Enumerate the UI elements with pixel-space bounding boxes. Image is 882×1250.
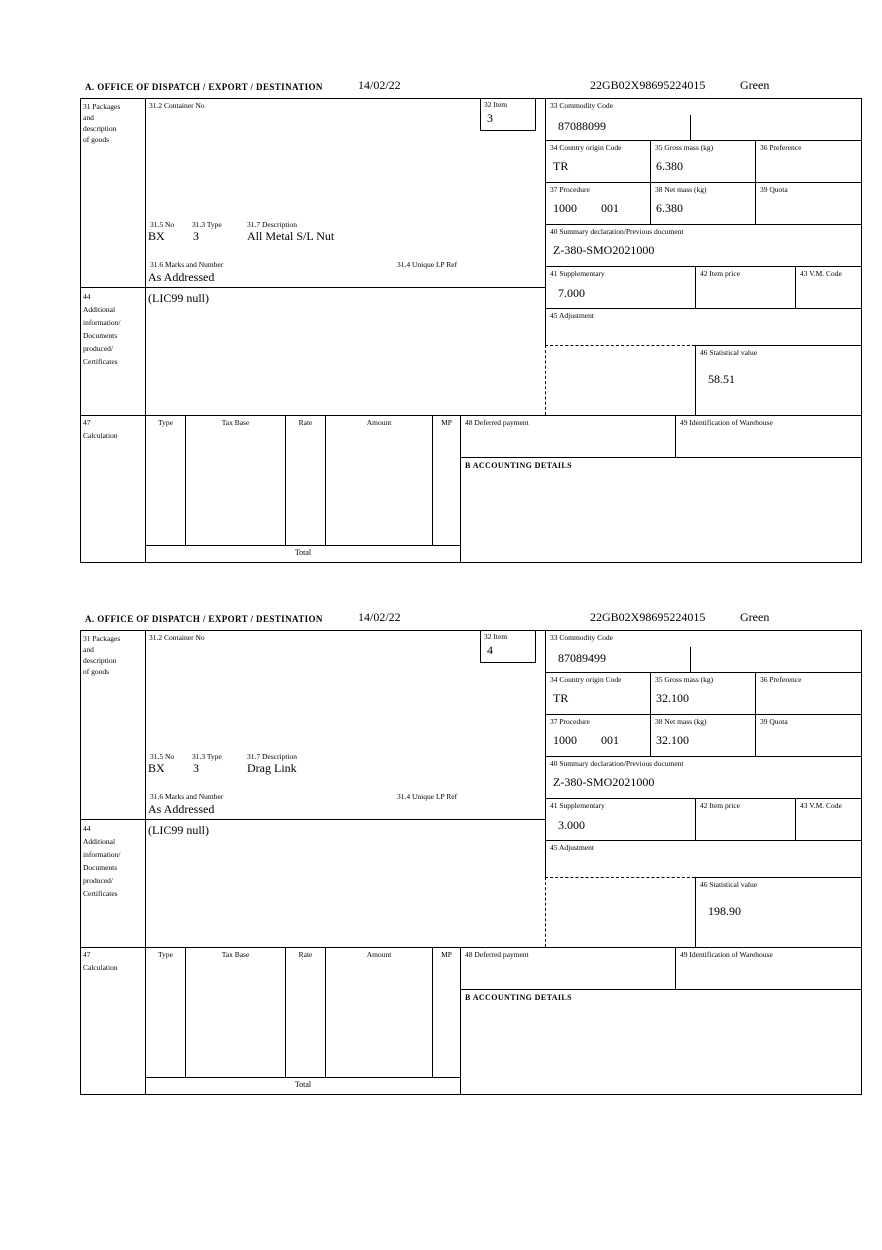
country-origin-value: TR <box>553 691 569 705</box>
supplementary-units-value: 3.000 <box>558 818 585 832</box>
country-origin-value: TR <box>553 159 569 173</box>
calc-total-label: Total <box>294 548 312 557</box>
divider-line <box>285 947 286 1077</box>
office-of-dispatch-heading: A. OFFICE OF DISPATCH / EXPORT / DESTINATION <box>85 614 323 624</box>
dashed-divider-line <box>545 345 695 346</box>
declaration-reference-value: 22GB02X98695224015 <box>590 610 706 624</box>
box46-label: 46 Statistical value <box>700 348 758 357</box>
divider-line <box>795 266 796 308</box>
packages-no-value: BX <box>148 761 165 775</box>
divider-line <box>795 798 796 840</box>
box46-label: 46 Statistical value <box>700 880 758 889</box>
box44-label: 44 <box>83 824 91 833</box>
calc-col-tax-base-header: Tax Base <box>221 950 250 959</box>
box45-label: 45 Adjustment <box>550 311 594 320</box>
box41-label: 41 Supplementary <box>550 269 605 278</box>
box31-3-label: 31.3 Type <box>192 752 222 761</box>
divider-line <box>460 457 862 458</box>
additional-information-value: (LIC99 null) <box>148 291 209 305</box>
box32-label: 32 Item <box>484 100 508 109</box>
routing-value: Green <box>740 78 770 92</box>
form-outline <box>80 98 862 563</box>
calc-col-rate-header: Rate <box>298 418 313 427</box>
divider-line <box>695 345 696 415</box>
item-number-value: 4 <box>487 643 493 657</box>
calc-col-rate-header: Rate <box>298 950 313 959</box>
calc-total-label: Total <box>294 1080 312 1089</box>
box33-label: 33 Commodity Code <box>550 633 613 642</box>
box31-3-label: 31.3 Type <box>192 220 222 229</box>
divider-line <box>695 345 862 346</box>
divider-line <box>432 415 433 545</box>
packages-no-value: BX <box>148 229 165 243</box>
commodity-code-subdivision-tick <box>690 647 691 672</box>
box44-label: 44 <box>83 292 91 301</box>
box31-6-label: 31.6 Marks and Number <box>150 260 224 269</box>
gross-mass-value: 32.100 <box>656 691 689 705</box>
box38-label: 38 Net mass (kg) <box>655 717 707 726</box>
routing-value: Green <box>740 610 770 624</box>
divider-line <box>145 1077 460 1078</box>
procedure-value: 1000 <box>553 201 577 215</box>
divider-line <box>675 415 676 457</box>
statistical-value: 198.90 <box>708 904 741 918</box>
box36-label: 36 Preference <box>760 675 802 684</box>
declaration-item-block <box>80 607 862 1095</box>
goods-description-value: All Metal S/L Nut <box>247 229 335 243</box>
divider-line <box>185 415 186 545</box>
divider-line <box>145 545 460 546</box>
calc-col-type-header: Type <box>158 418 173 427</box>
box44-label: information/ <box>83 850 121 859</box>
calc-col-amount-header: Amount <box>366 950 392 959</box>
box40-label: 40 Summary declaration/Previous document <box>550 227 684 236</box>
box44-label: Certificates <box>83 889 118 898</box>
box31-2-label: 31.2 Container No <box>149 101 205 110</box>
box44-label: information/ <box>83 318 121 327</box>
box37-label: 37 Procedure <box>550 717 590 726</box>
additional-information-value: (LIC99 null) <box>148 823 209 837</box>
box39-label: 39 Quota <box>760 717 788 726</box>
box47-label: Calculation <box>83 431 118 440</box>
net-mass-value: 6.380 <box>656 201 683 215</box>
divider-line <box>80 287 545 288</box>
divider-line <box>460 989 862 990</box>
date-value: 14/02/22 <box>358 78 401 92</box>
divider-line <box>185 947 186 1077</box>
box44-label: Additional <box>83 837 116 846</box>
calc-col-amount-header: Amount <box>366 418 392 427</box>
divider-line <box>695 877 696 947</box>
box48-label: 48 Deferred payment <box>465 950 529 959</box>
box44-label: produced/ <box>83 876 113 885</box>
net-mass-value: 32.100 <box>656 733 689 747</box>
supplementary-units-value: 7.000 <box>558 286 585 300</box>
box34-label: 34 Country origin Code <box>550 675 622 684</box>
divider-line <box>432 947 433 1077</box>
box49-label: 49 Identification of Warehouse <box>680 418 773 427</box>
date-value: 14/02/22 <box>358 610 401 624</box>
marks-and-number-value: As Addressed <box>148 270 215 284</box>
box47-label: 47 <box>83 950 91 959</box>
packages-type-value: 3 <box>193 761 199 775</box>
box44-label: Additional <box>83 305 116 314</box>
divider-line <box>80 947 862 948</box>
box38-label: 38 Net mass (kg) <box>655 185 707 194</box>
box44-label: produced/ <box>83 344 113 353</box>
box31-label: and <box>83 645 94 654</box>
box43-label: 43 V.M. Code <box>800 269 842 278</box>
box49-label: 49 Identification of Warehouse <box>680 950 773 959</box>
divider-line <box>545 756 862 757</box>
box47-label: 47 <box>83 418 91 427</box>
previous-document-value: Z-380-SMO2021000 <box>553 243 655 257</box>
divider-line <box>325 947 326 1077</box>
box35-label: 35 Gross mass (kg) <box>655 675 714 684</box>
box44-label: Documents <box>83 331 118 340</box>
divider-line <box>80 415 862 416</box>
box31-label: 31 Packages <box>83 102 121 111</box>
calc-col-mp-header: MP <box>441 418 452 427</box>
divider-line <box>545 672 862 673</box>
commodity-code-value: 87088099 <box>558 119 606 133</box>
divider-line <box>695 266 696 308</box>
box40-label: 40 Summary declaration/Previous document <box>550 759 684 768</box>
divider-line <box>545 798 862 799</box>
gross-mass-value: 6.380 <box>656 159 683 173</box>
box48-label: 48 Deferred payment <box>465 418 529 427</box>
box31-6-label: 31.6 Marks and Number <box>150 792 224 801</box>
accounting-details-heading: B ACCOUNTING DETAILS <box>465 993 572 1002</box>
calc-col-type-header: Type <box>158 950 173 959</box>
box31-5-label: 31.5 No <box>150 220 175 229</box>
box42-label: 42 Item price <box>700 801 740 810</box>
divider-line <box>145 630 146 1095</box>
box36-label: 36 Preference <box>760 143 802 152</box>
box35-label: 35 Gross mass (kg) <box>655 143 714 152</box>
box31-4-label: 31.4 Unique LP Ref <box>397 260 458 269</box>
box31-label: of goods <box>83 667 110 676</box>
box33-label: 33 Commodity Code <box>550 101 613 110</box>
divider-line <box>325 415 326 545</box>
divider-line <box>675 947 676 989</box>
accounting-details-heading: B ACCOUNTING DETAILS <box>465 461 572 470</box>
box44-label: Documents <box>83 863 118 872</box>
box47-label: Calculation <box>83 963 118 972</box>
box43-label: 43 V.M. Code <box>800 801 842 810</box>
declaration-reference-value: 22GB02X98695224015 <box>590 78 706 92</box>
item-number-value: 3 <box>487 111 493 125</box>
box44-label: Certificates <box>83 357 118 366</box>
divider-line <box>545 266 862 267</box>
box41-label: 41 Supplementary <box>550 801 605 810</box>
divider-line <box>145 98 146 563</box>
statistical-value: 58.51 <box>708 372 735 386</box>
commodity-code-value: 87089499 <box>558 651 606 665</box>
box42-label: 42 Item price <box>700 269 740 278</box>
divider-line <box>545 224 862 225</box>
box31-label: 31 Packages <box>83 634 121 643</box>
box39-label: 39 Quota <box>760 185 788 194</box>
box31-label: description <box>83 124 117 133</box>
form-outline <box>80 630 862 1095</box>
divider-line <box>545 308 862 309</box>
divider-line <box>545 840 862 841</box>
dashed-divider-line <box>545 345 546 415</box>
packages-type-value: 3 <box>193 229 199 243</box>
marks-and-number-value: As Addressed <box>148 802 215 816</box>
divider-line <box>285 415 286 545</box>
box31-label: and <box>83 113 94 122</box>
box31-label: description <box>83 656 117 665</box>
box45-label: 45 Adjustment <box>550 843 594 852</box>
dashed-divider-line <box>545 877 546 947</box>
commodity-code-subdivision-tick <box>690 115 691 140</box>
office-of-dispatch-heading: A. OFFICE OF DISPATCH / EXPORT / DESTINATION <box>85 82 323 92</box>
calc-col-mp-header: MP <box>441 950 452 959</box>
divider-line <box>695 877 862 878</box>
dashed-divider-line <box>545 877 695 878</box>
procedure-value: 1000 <box>553 733 577 747</box>
box31-2-label: 31.2 Container No <box>149 633 205 642</box>
divider-line <box>460 415 461 563</box>
declaration-item-block <box>80 75 862 563</box>
divider-line <box>80 819 545 820</box>
box31-4-label: 31.4 Unique LP Ref <box>397 792 458 801</box>
box31-5-label: 31.5 No <box>150 752 175 761</box>
box31-7-label: 31.7 Description <box>247 752 297 761</box>
goods-description-value: Drag Link <box>247 761 297 775</box>
divider-line <box>695 798 696 840</box>
box34-label: 34 Country origin Code <box>550 143 622 152</box>
divider-line <box>545 140 862 141</box>
box32-label: 32 Item <box>484 632 508 641</box>
box31-label: of goods <box>83 135 110 144</box>
box31-7-label: 31.7 Description <box>247 220 297 229</box>
divider-line <box>545 182 862 183</box>
calc-col-tax-base-header: Tax Base <box>221 418 250 427</box>
box37-label: 37 Procedure <box>550 185 590 194</box>
procedure-extra-value: 001 <box>601 733 619 747</box>
previous-document-value: Z-380-SMO2021000 <box>553 775 655 789</box>
divider-line <box>460 947 461 1095</box>
divider-line <box>545 714 862 715</box>
procedure-extra-value: 001 <box>601 201 619 215</box>
